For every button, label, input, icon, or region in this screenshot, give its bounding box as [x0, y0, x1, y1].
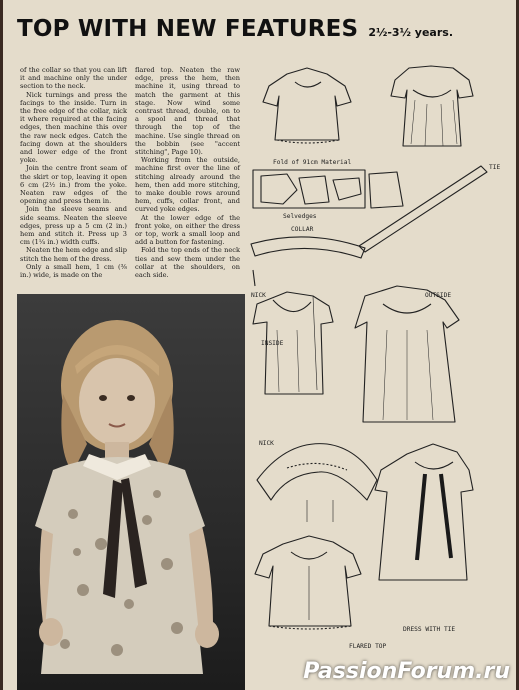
label-collar: COLLAR — [291, 226, 314, 233]
flared-top-finished-sketch — [255, 536, 361, 626]
paragraph: flared top. Neaten the raw edge, press the hem, then machine it, using thread to match the garment at this stage. Now wind some contrast thread, double, on to a spool and thread that through the top of the machine. Use single thread on the bobbin (see "accent stitching", Page 10). — [135, 66, 240, 157]
label-fold: Fold of 91cm Material — [273, 159, 352, 166]
label-nick: NICK — [251, 292, 266, 299]
text-column-2 — [135, 66, 240, 279]
magazine-page — [3, 0, 516, 690]
dress-with-tie-sketch — [375, 444, 473, 580]
page-title: TOP WITH NEW FEATURES — [17, 16, 359, 42]
paragraph: Join the centre front seam of the skirt or top, leaving it open 6 cm (2½ in.) from the yoke. Neaten raw edges of the opening and press them in. — [20, 164, 127, 206]
age-range: 2½-3½ years. — [368, 26, 453, 39]
paragraph: At the lower edge of the front yoke, on either the dress or top, work a small loop and add a button for fastening. — [135, 213, 240, 247]
label-inside: INSIDE — [261, 340, 284, 347]
label-dress-with-tie: DRESS WITH TIE — [403, 626, 456, 633]
paragraph: Working from the outside, machine first over the line of stitching already around the hem, then add more stitching, to make double rows around hem, cuffs, collar front, and curved yoke edges. — [135, 156, 240, 214]
paragraph: of the collar so that you can lift it and machine only the under section to the neck. — [20, 66, 127, 91]
paragraph: Only a small hem, 1 cm (⅜ in.) wide, is made on the — [20, 262, 127, 280]
watermark: PassionForum.ru — [303, 659, 510, 684]
child-photo-image — [17, 294, 245, 690]
paragraph: Nick turnings and press the facings to the inside. Turn in the free edge of the collar, nick it where required at the facing edges, then machine this over the raw neck edges. Catch the facing down at the shoulders and lower edge of the front yoke. — [20, 90, 127, 165]
sewing-illustrations — [247, 60, 515, 660]
tie-strip-sketch — [359, 166, 487, 252]
label-flared-top: FLARED TOP — [349, 643, 387, 650]
illustration-drawings — [247, 60, 515, 660]
child-photo — [17, 294, 245, 690]
neck-nick-sketch — [257, 444, 377, 500]
paragraph: Fold the top ends of the neck ties and sew them under the collar at the shoulders, on each side. — [135, 246, 240, 280]
header — [17, 16, 453, 42]
flared-top-sketch — [263, 68, 351, 140]
paragraph: Join the sleeve seams and side seams. Neaten the sleeve edges, press up a 5 cm (2 in.) hem and stitch it. Press up 3 cm (1¼ in.) width cuffs. — [20, 205, 127, 247]
text-column-1 — [20, 66, 127, 279]
label-tie: TIE — [489, 164, 501, 171]
dress-sketch — [391, 66, 473, 146]
label-nick-2: NICK — [259, 440, 274, 447]
label-selvedges: Selvedges — [283, 213, 317, 220]
label-outside: OUTSIDE — [425, 292, 452, 299]
collar-sketch — [251, 237, 365, 258]
paragraph: Neaten the hem edge and slip stitch the hem of the dress. — [20, 246, 127, 263]
